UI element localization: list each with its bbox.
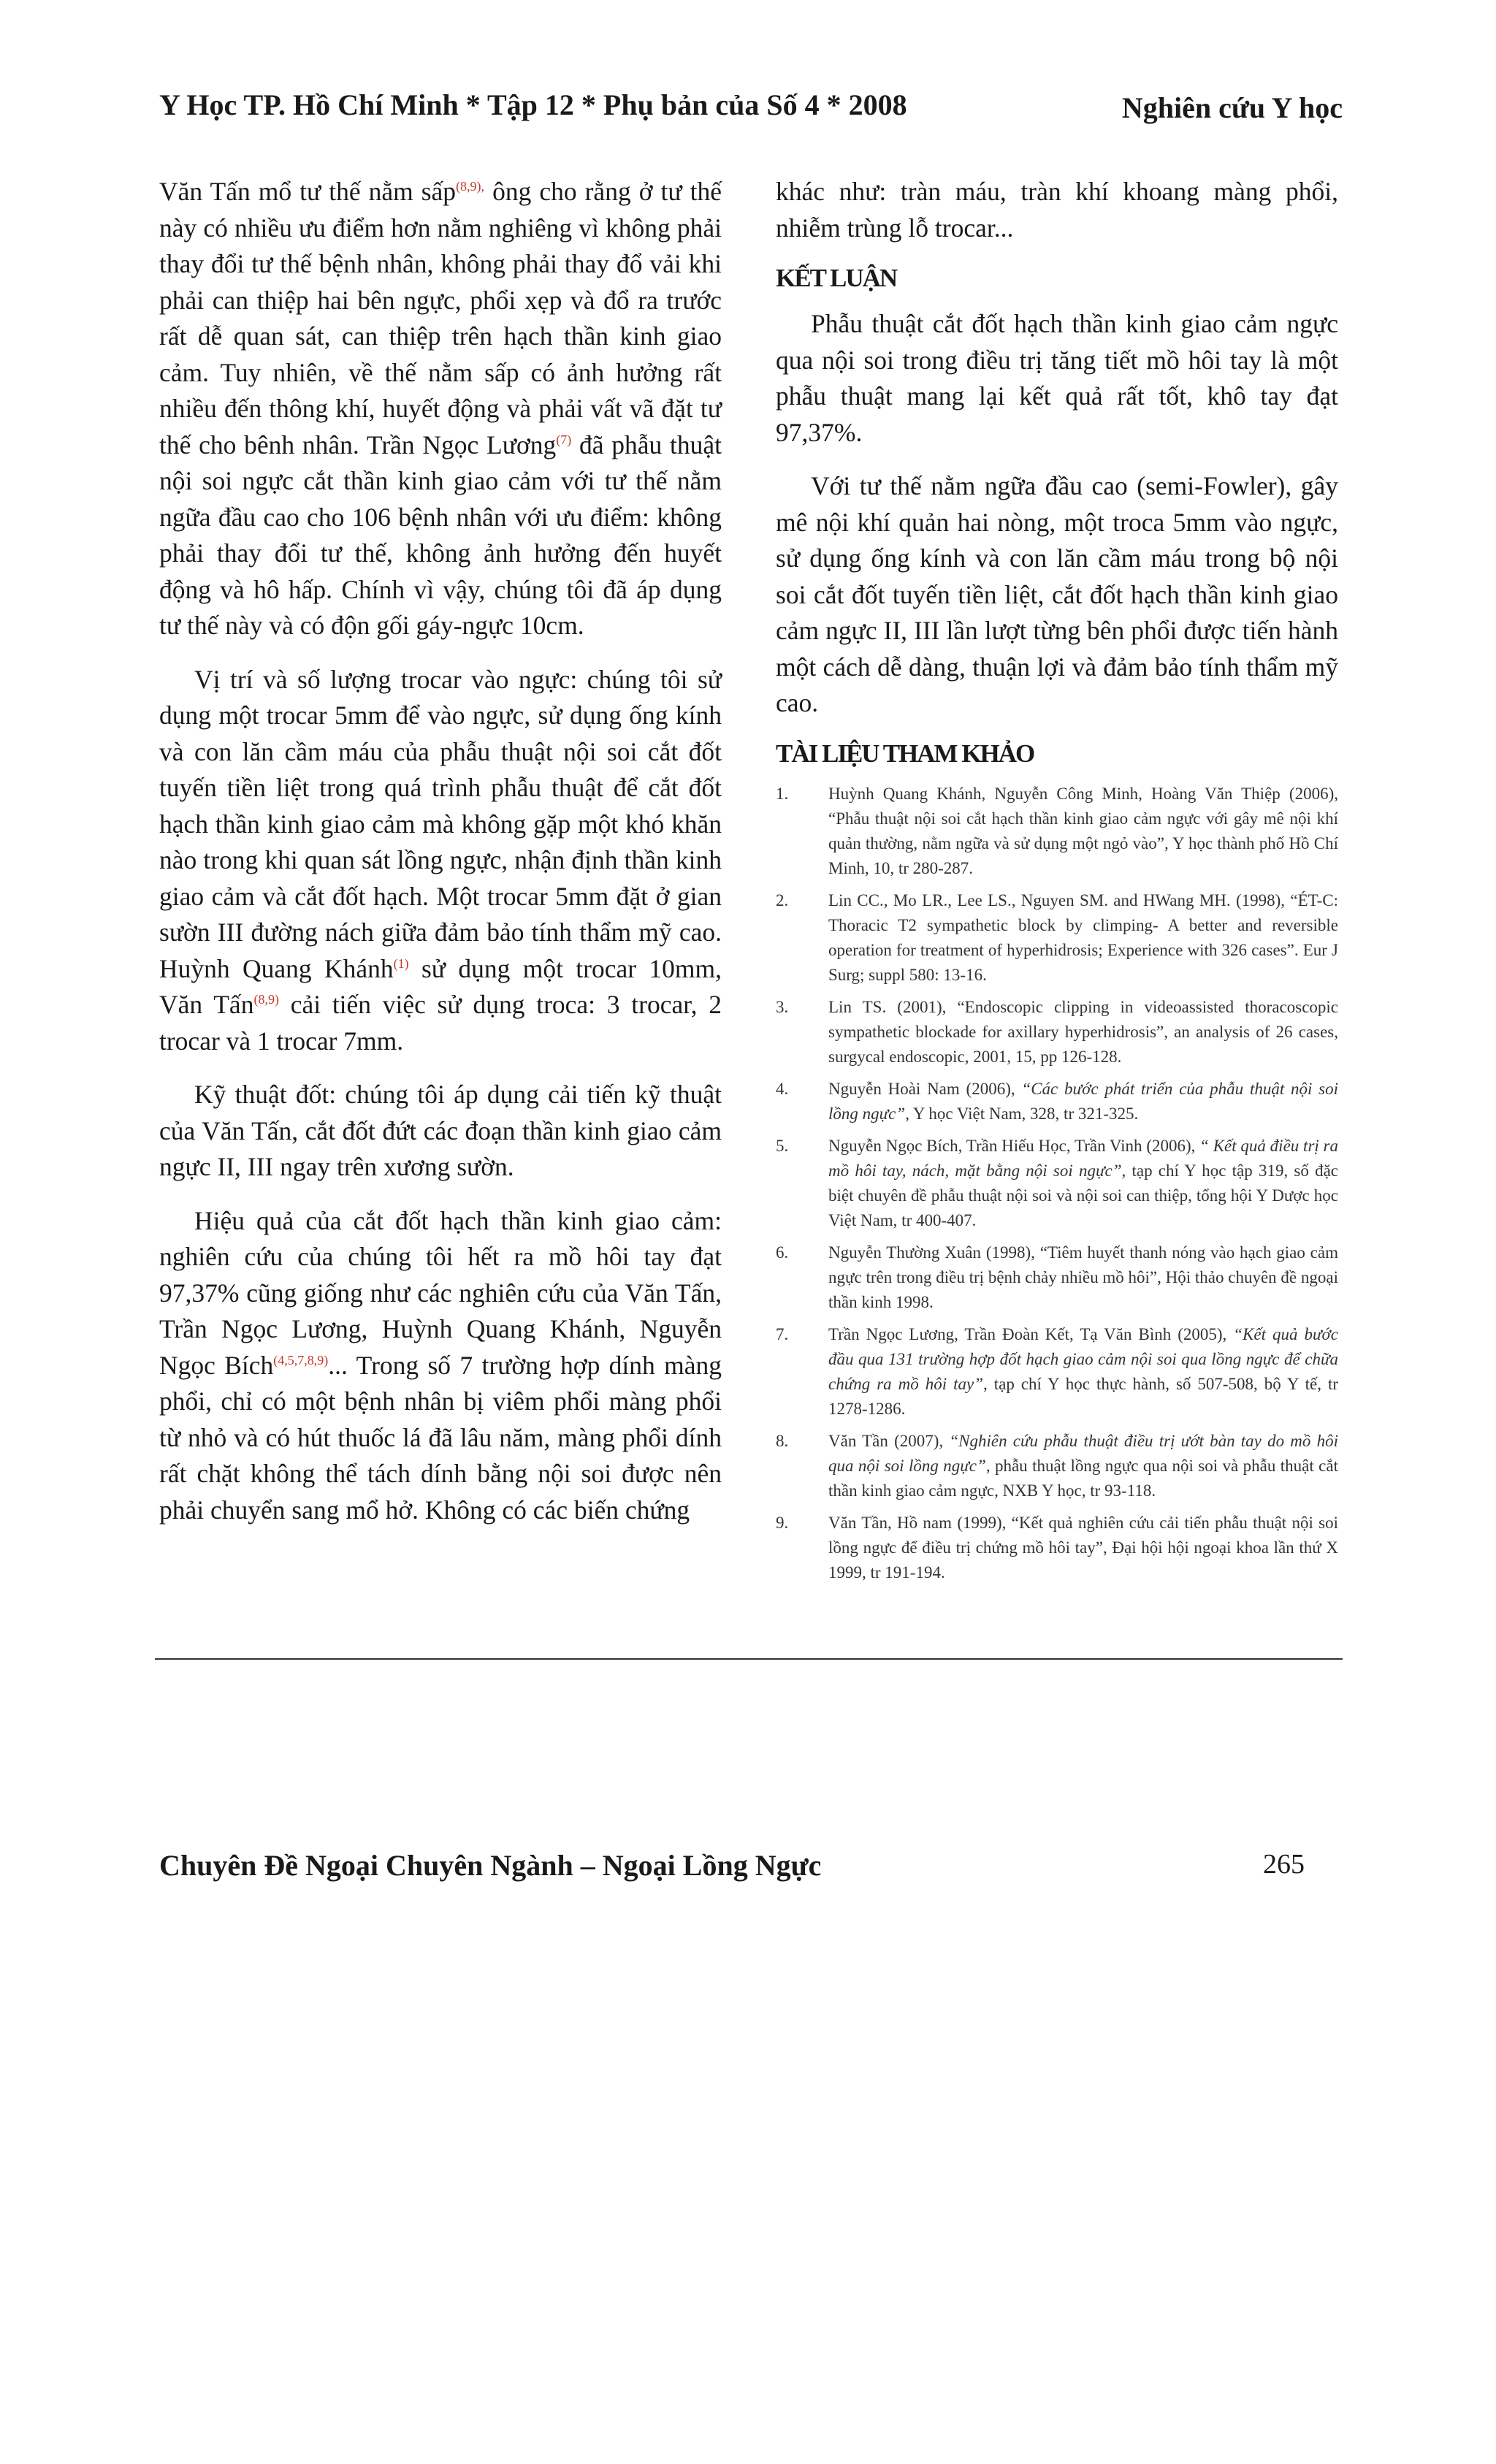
- paragraph-trocar: [159, 662, 722, 1060]
- reference-text: Nguyễn Thường Xuân (1998), “Tiêm huyết thanh nóng vào hạch giao cảm ngực trên trong điều trị bệnh chảy nhiều mồ hôi”, Hội thảo chuyên đề ngoại thần kinh 1998.: [828, 1243, 1338, 1311]
- reference-item: [776, 995, 1338, 1069]
- page-number: 265: [1263, 1849, 1305, 1880]
- reference-title: “Nghiên cứu phẫu thuật điều trị ướt bàn tay do mồ hôi qua nội soi lồng ngực”: [828, 1431, 1338, 1475]
- reference-item: [776, 1134, 1338, 1233]
- reference-number: 2.: [776, 890, 789, 909]
- citation-ref: (1): [393, 956, 409, 971]
- paragraph-efficacy: [159, 1203, 722, 1529]
- reference-number: 6.: [776, 1243, 789, 1262]
- conclusion-paragraph-1: Phẫu thuật cắt đốt hạch thần kinh giao cảm ngực qua nội soi trong điều trị tăng tiết mồ hôi tay là một phẫu thuật mang lại kết quả rất tốt, khô tay đạt 97,37%.: [776, 309, 1338, 447]
- text-span: sử dụng một trocar 10mm, Văn Tấn: [159, 953, 722, 1019]
- reference-number: 4.: [776, 1079, 789, 1098]
- reference-text: , Y học Việt Nam, 328, tr 321-325.: [905, 1104, 1139, 1123]
- references-heading: TÀI LIỆU THAM KHẢO: [776, 739, 1034, 768]
- conclusion-paragraph-2: Với tư thế nằm ngữa đầu cao (semi-Fowler), gây mê nội khí quản hai nòng, một troca 5mm vào ngực, sử dụng ống kính và con lăn cầm máu trong bộ nội soi cắt đốt tuyến tiền liệt, cắt đốt hạch thần kinh giao cảm ngực II, III lần lượt từng bên phổi được tiến hành một cách dễ dàng, thuận lợi và đảm bảo tính thẩm mỹ cao.: [776, 471, 1338, 717]
- text-span: đã phẫu thuật nội soi ngực cắt thần kinh giao cảm với tư thế nằm ngữa đầu cao cho 106 bệnh nhân với ưu điểm: không phải thay đổi tư thế, không ảnh hưởng đến huyết động và hô hấp. Chính vì vậy, chúng tôi đã áp dụng tư thế này và có độn gối gáy-ngực 10cm.: [159, 430, 722, 640]
- text-span: Vị trí và số lượng trocar vào ngực: chúng tôi sử dụng một trocar 5mm để vào ngực, sử dụng ống kính và con lăn cầm máu của phẫu thuật nội soi cắt đốt tuyến tiền liệt trong quá trình phẫu thuật để cắt đốt hạch thần kinh giao cảm mà không gặp một khó khăn nào trong khi quan sát lồng ngực, nhận định thần kinh giao cảm và cắt đốt hạch. Một trocar 5mm đặt ở gian sườn III đường nách giữa đảm bảo tính thẩm mỹ cao. Huỳnh Quang Khánh: [159, 664, 722, 983]
- reference-item: [776, 782, 1338, 881]
- reference-text: Trần Ngọc Lương, Trần Đoàn Kết, Tạ Văn Bình (2005),: [828, 1324, 1234, 1343]
- text-span: Văn Tấn mổ tư thế nằm sấp: [159, 177, 457, 206]
- reference-item: [776, 888, 1338, 988]
- reference-number: 8.: [776, 1431, 789, 1450]
- text-span: ông cho rằng ở tư thế này có nhiều ưu điểm hơn nằm nghiêng vì không phải thay đổi tư thế bệnh nhân, không phải thay đổ vải khi phải can thiệp hai bên ngực, phổi xẹp và đổ ra trước rất dễ quan sát, can thiệp trên hạch thần kinh giao cảm. Tuy nhiên, về thế nằm sấp có ảnh hưởng rất nhiều đến thông khí, huyết động và phải vất vã đặt tư thế cho bênh nhân. Trần Ngọc Lương: [159, 177, 722, 459]
- reference-text: Lin CC., Mo LR., Lee LS., Nguyen SM. and HWang MH. (1998), “ÉT-C: Thoracic T2 sympathetic block by climping- A better and reversible operation for treatment of hyperhidrosis; Experience with 326 cases”. Eur J Surg; suppl 580: 13-16.: [828, 890, 1338, 984]
- text-span: cải tiến việc sử dụng troca: 3 trocar, 2 trocar và 1 trocar 7mm.: [159, 990, 722, 1056]
- reference-text: Nguyễn Hoài Nam (2006),: [828, 1079, 1022, 1098]
- reference-text: Văn Tần (2007),: [828, 1431, 950, 1450]
- reference-item: [776, 1429, 1338, 1503]
- reference-list: [776, 782, 1338, 1585]
- conclusion-heading: KẾT LUẬN: [776, 264, 897, 292]
- paragraph-technique: Kỹ thuật đốt: chúng tôi áp dụng cải tiến kỹ thuật của Văn Tấn, cắt đốt đứt các đoạn thần kinh giao cảm ngực II, III ngay trên xương sườn.: [159, 1080, 722, 1181]
- paragraph-position: [159, 174, 722, 644]
- reference-item: [776, 1077, 1338, 1126]
- reference-text: Lin TS. (2001), “Endoscopic clipping in videoassisted thoracoscopic sympathetic blockade for axillary hyperhidrosis”, an analysis of 26 cases, surgycal endoscopic, 2001, 15, pp 126-128.: [828, 997, 1338, 1066]
- citation-ref: (4,5,7,8,9): [273, 1352, 329, 1368]
- reference-text: Nguyễn Ngọc Bích, Trần Hiếu Học, Trần Vinh (2006),: [828, 1136, 1200, 1155]
- section-title: Nghiên cứu Y học: [1121, 91, 1343, 124]
- footer-topic: Chuyên Đề Ngoại Chuyên Ngành – Ngoại Lồng Ngực: [159, 1849, 822, 1882]
- left-column: [159, 174, 722, 1546]
- text-span: ... Trong số 7 trường hợp dính màng phổi, chỉ có một bệnh nhân bị viêm phổi màng phổi từ nhỏ và có hút thuốc lá đã lâu năm, màng phổi dính rất chặt không thể tách dính bằng nội soi được nên phải chuyển sang mổ hở. Không có các biến chứng: [159, 1350, 722, 1525]
- reference-item: [776, 1511, 1338, 1585]
- reference-title: “Các bước phát triển của phẫu thuật nội soi lồng ngực”: [828, 1079, 1339, 1123]
- citation-ref: (8,9): [253, 992, 279, 1007]
- running-footer: [159, 1848, 1343, 1892]
- reference-text: Văn Tần, Hồ nam (1999), “Kết quả nghiên cứu cải tiến phẫu thuật nội soi lồng ngực để điều trị chứng mồ hôi tay”, Đại hội hội ngoại khoa lần thứ X 1999, tr 191-194.: [828, 1513, 1338, 1582]
- reference-title: “ Kết quả điều trị ra mồ hôi tay, nách, mặt bằng nội soi ngực”: [828, 1136, 1338, 1180]
- reference-number: 7.: [776, 1324, 789, 1343]
- reference-text: , tạp chí Y học thực hành, số 507-508, bộ Y tế, tr 1278-1286.: [828, 1374, 1338, 1418]
- reference-text: , phẫu thuật lồng ngực qua nội soi và phẫu thuật cắt thần kinh giao cảm ngực, NXB Y học, tr 93-118.: [828, 1456, 1338, 1500]
- right-column: [776, 174, 1338, 1593]
- text-span: Hiệu quả của cắt đốt hạch thần kinh giao cảm: nghiên cứu của chúng tôi hết ra mồ hôi tay đạt 97,37% cũng giống như các nghiên cứu của Văn Tấn, Trần Ngọc Lương, Huỳnh Quang Khánh, Nguyễn Ngọc Bích: [159, 1205, 722, 1380]
- bottom-rule: [155, 1658, 1343, 1660]
- journal-title: Y Học TP. Hồ Chí Minh * Tập 12 * Phụ bản của Số 4 * 2008: [159, 88, 907, 121]
- citation-ref: (7): [556, 432, 572, 447]
- reference-number: 5.: [776, 1136, 789, 1155]
- reference-text: , tạp chí Y học tập 319, số đặc biệt chuyên đề phẫu thuật nội soi và nội soi can thiệp, tổng hội Y Dược học Việt Nam, tr 400-407.: [828, 1161, 1338, 1229]
- reference-number: 9.: [776, 1513, 789, 1532]
- paragraph-complications: khác như: tràn máu, tràn khí khoang màng phổi, nhiễm trùng lỗ trocar...: [776, 177, 1338, 243]
- running-header: [159, 88, 1343, 131]
- reference-number: 1.: [776, 784, 789, 803]
- reference-title: “Kết quả bước đầu qua 131 trường hợp đốt hạch giao cảm nội soi qua lồng ngực để chữa chứng ra mồ hôi tay”: [828, 1324, 1339, 1393]
- citation-ref: (8,9),: [456, 179, 485, 194]
- reference-item: [776, 1240, 1338, 1315]
- reference-number: 3.: [776, 997, 789, 1016]
- reference-text: Huỳnh Quang Khánh, Nguyễn Công Minh, Hoàng Văn Thiệp (2006), “Phẫu thuật nội soi cắt hạch thần kinh giao cảm ngực với gây mê nội khí quản thường, nằm ngữa và sử dụng một ngỏ vào”, Y học thành phố Hồ Chí Minh, 10, tr 280-287.: [828, 784, 1338, 877]
- reference-item: [776, 1322, 1338, 1422]
